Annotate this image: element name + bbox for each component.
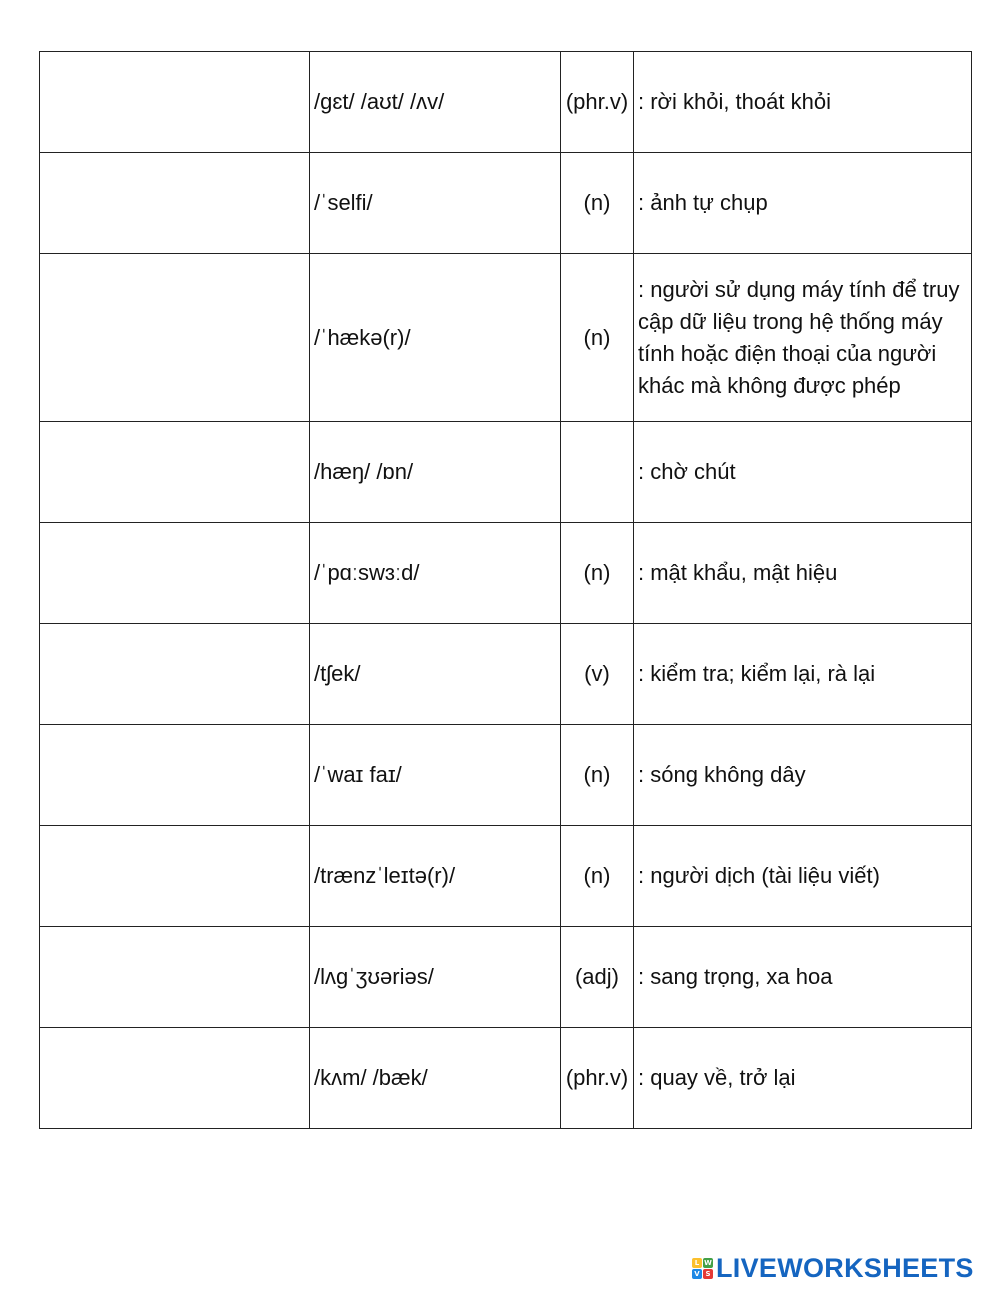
table-row xyxy=(40,826,972,927)
ipa-cell: /ˈwaɪ faɪ/ xyxy=(310,725,561,826)
meaning-cell: : sang trọng, xa hoa xyxy=(634,927,972,1028)
ipa-cell: /tʃek/ xyxy=(310,624,561,725)
table-row xyxy=(40,725,972,826)
word-answer-cell[interactable] xyxy=(40,422,310,523)
meaning-cell: : rời khỏi, thoát khỏi xyxy=(634,52,972,153)
meaning-cell: : mật khẩu, mật hiệu xyxy=(634,523,972,624)
part-of-speech-cell: (n) xyxy=(561,826,634,927)
word-answer-input[interactable] xyxy=(40,624,309,724)
word-answer-cell[interactable] xyxy=(40,1028,310,1129)
part-of-speech-cell: (n) xyxy=(561,153,634,254)
meaning-cell: : ảnh tự chụp xyxy=(634,153,972,254)
table-row xyxy=(40,927,972,1028)
part-of-speech-cell: (adj) xyxy=(561,927,634,1028)
part-of-speech-cell: (v) xyxy=(561,624,634,725)
ipa-cell: /ɡɛt/ /aʊt/ /ʌv/ xyxy=(310,52,561,153)
word-answer-cell[interactable] xyxy=(40,725,310,826)
word-answer-input[interactable] xyxy=(40,254,309,421)
ipa-cell: /kʌm/ /bæk/ xyxy=(310,1028,561,1129)
part-of-speech-cell: (n) xyxy=(561,254,634,422)
word-answer-input[interactable] xyxy=(40,523,309,623)
word-answer-cell[interactable] xyxy=(40,153,310,254)
word-answer-input[interactable] xyxy=(40,1028,309,1128)
word-answer-input[interactable] xyxy=(40,927,309,1027)
meaning-cell: : người dịch (tài liệu viết) xyxy=(634,826,972,927)
liveworksheets-logo-icon xyxy=(692,1258,713,1279)
part-of-speech-cell: (phr.v) xyxy=(561,1028,634,1129)
word-answer-input[interactable] xyxy=(40,52,309,152)
part-of-speech-cell: (phr.v) xyxy=(561,52,634,153)
word-answer-input[interactable] xyxy=(40,826,309,926)
logo-tile-icon: W xyxy=(704,1258,712,1267)
part-of-speech-cell xyxy=(561,422,634,523)
word-answer-input[interactable] xyxy=(40,153,309,253)
table-row xyxy=(40,153,972,254)
table-row xyxy=(40,422,972,523)
meaning-cell: : quay về, trở lại xyxy=(634,1028,972,1129)
vocabulary-table xyxy=(39,51,972,1129)
ipa-cell: /hæŋ/ /ɒn/ xyxy=(310,422,561,523)
word-answer-input[interactable] xyxy=(40,422,309,522)
logo-text: LIVEWORKSHEETS xyxy=(716,1253,974,1283)
part-of-speech-cell: (n) xyxy=(561,523,634,624)
word-answer-cell[interactable] xyxy=(40,624,310,725)
ipa-cell: /lʌɡˈʒʊəriəs/ xyxy=(310,927,561,1028)
word-answer-input[interactable] xyxy=(40,725,309,825)
part-of-speech-cell: (n) xyxy=(561,725,634,826)
table-row xyxy=(40,624,972,725)
ipa-cell: /trænzˈleɪtə(r)/ xyxy=(310,826,561,927)
meaning-cell: : người sử dụng máy tính để truy cập dữ liệu trong hệ thống máy tính hoặc điện thoại của người khác mà không được phép xyxy=(634,254,972,422)
meaning-cell: : kiểm tra; kiểm lại, rà lại xyxy=(634,624,972,725)
table-row xyxy=(40,1028,972,1129)
logo-tile-icon: L xyxy=(692,1258,702,1268)
word-answer-cell[interactable] xyxy=(40,826,310,927)
ipa-cell: /ˈpɑːswɜːd/ xyxy=(310,523,561,624)
word-answer-cell[interactable] xyxy=(40,52,310,153)
logo-tile-icon: V xyxy=(692,1269,702,1279)
word-answer-cell[interactable] xyxy=(40,927,310,1028)
meaning-cell: : chờ chút xyxy=(634,422,972,523)
ipa-cell: /ˈhækə(r)/ xyxy=(310,254,561,422)
table-row xyxy=(40,254,972,422)
table-row xyxy=(40,52,972,153)
meaning-cell: : sóng không dây xyxy=(634,725,972,826)
ipa-cell: /ˈselfi/ xyxy=(310,153,561,254)
logo-tile-icon: S xyxy=(703,1269,713,1279)
liveworksheets-logo xyxy=(692,1253,974,1283)
word-answer-cell[interactable] xyxy=(40,523,310,624)
word-answer-cell[interactable] xyxy=(40,254,310,422)
table-row xyxy=(40,523,972,624)
